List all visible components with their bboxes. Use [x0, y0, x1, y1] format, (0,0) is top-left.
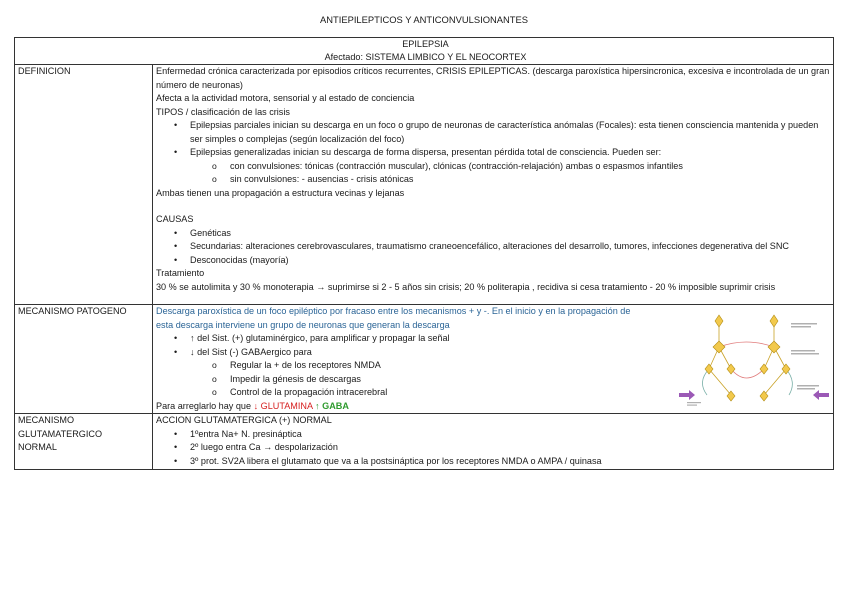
document-title: ANTIEPILEPTICOS Y ANTICONVULSIONANTES: [319, 14, 529, 25]
list-item: [190, 146, 833, 187]
glutamatergico-row: [15, 414, 834, 470]
epilepsy-table: [14, 37, 834, 470]
definicion-p1: Enfermedad crónica caracterizada por episodios críticos recurrentes, CRISIS EPILEPTICAS. (descarga paroxística hipersincronica, excesiva e incontrolada de un gran número de neuronas): [156, 66, 830, 90]
glutamatergico-content: [153, 414, 834, 470]
definicion-row: [15, 65, 834, 305]
tipos-list: [156, 119, 833, 187]
neuron-shape: [727, 391, 735, 401]
neuron-network-figure: [679, 307, 829, 407]
causas-list: [156, 227, 833, 268]
gaba-up: ↑ GABA: [315, 400, 349, 411]
definicion-content: [153, 65, 834, 305]
glutamatergico-label: [15, 414, 153, 470]
list-item: • ↑ del Sist. (+) glutaminérgico, para amplificar y propagar la señal: [190, 332, 833, 346]
list-item-text: ↓ del Sist (-) GABAergico para: [190, 346, 312, 357]
list-item: • Secundarias: alteraciones cerebrovasculares, traumatismo craneoencefálico, alteraciones del desarrollo, tumores, infecciones degenerativa del SNC: [190, 240, 833, 254]
glutamatergico-title: ACCION GLUTAMATERGICA (+) NORMAL: [156, 415, 332, 425]
glutamatergico-label-text: MECANISMO GLUTAMATERGICO NORMAL: [18, 415, 103, 452]
definicion-p2: Afecta a la actividad motora, sensorial y al estado de conciencia: [156, 93, 415, 103]
list-item: • Epilepsias parciales inician su descarga en un foco o grupo de neuronas de característica anómalas (Focales): esta tienen consciencia mantenida y pueden ser simples o complejas (según localización del foco): [190, 119, 833, 146]
list-item: • 3º prot. SV2A libera el glutamato que va a la postsináptica por los receptores NMDA o AMPA / quinasa: [190, 455, 833, 469]
neuron-shape: [760, 391, 768, 401]
mecanismo-intro: Descarga paroxística de un foco epiléptico por fracaso entre los mecanismos + y -. En el inicio y en la propagación de esta descarga interviene un grupo de neuronas que generan la descarga: [156, 306, 631, 330]
list-item: • Genéticas: [190, 227, 833, 241]
neuron-shape: [713, 341, 725, 353]
header-row: [15, 38, 834, 65]
header-subtitle: Afectado: SISTEMA LIMBICO Y EL NEOCORTEX: [324, 52, 527, 62]
list-item: • Desconocidas (mayoría): [190, 254, 833, 268]
header-title: EPILEPSIA: [402, 39, 449, 49]
mecanismo-row: [15, 305, 834, 414]
tratamiento-text: 30 % se autolimita y 30 % monoterapia → suprimirse si 2 - 5 años sin crisis; 20 % politerapia , recidiva si cesa tratamiento - 20 % imposible suprimir crisis: [156, 281, 776, 292]
neuron-shape: [715, 315, 723, 327]
arreglo-prefix: Para arreglarlo hay que: [156, 400, 254, 411]
arrow-right-icon: [679, 390, 695, 400]
tratamiento-heading: Tratamiento: [156, 268, 205, 278]
glutamina-down: ↓ GLUTAMINA: [253, 400, 313, 411]
list-item: o con convulsiones: tónicas (contracción muscular), clónicas (contracción-relajación) ambas o espasmos infantiles: [230, 160, 833, 174]
definicion-p4: Ambas tienen una propagación a estructura vecinas y lejanas: [156, 187, 405, 198]
causas-heading: CAUSAS: [156, 214, 194, 224]
definicion-label: DEFINICION: [15, 65, 153, 305]
neuron-shape: [768, 341, 780, 353]
list-item: o Regular la + de los receptores NMDA: [230, 359, 833, 373]
mecanismo-content: [153, 305, 834, 414]
list-item: o sin convulsiones: - ausencias - crisis atónicas: [230, 173, 833, 187]
list-item: o Impedir la génesis de descargas: [230, 373, 833, 387]
neuron-shape: [770, 315, 778, 327]
list-item: o Control de la propagación intracerebral: [230, 386, 833, 400]
tipos-heading: TIPOS / clasificación de las crisis: [156, 106, 290, 117]
list-item: • 2º luego entra Ca → despolarización: [190, 441, 833, 455]
list-item: • 1ºentra Na+ N. presináptica: [190, 428, 833, 442]
list-item-text: Epilepsias generalizadas inician su descarga de forma dispersa, presentan pérdida total de consciencia. Pueden ser:: [190, 147, 662, 157]
neuron-shape: [760, 364, 768, 374]
glutamatergico-list: [156, 428, 833, 469]
header-cell: [15, 38, 834, 65]
arrow-left-icon: [813, 390, 829, 400]
mecanismo-label: MECANISMO PATOGENO: [15, 305, 153, 414]
subtipos-list: [190, 160, 833, 187]
